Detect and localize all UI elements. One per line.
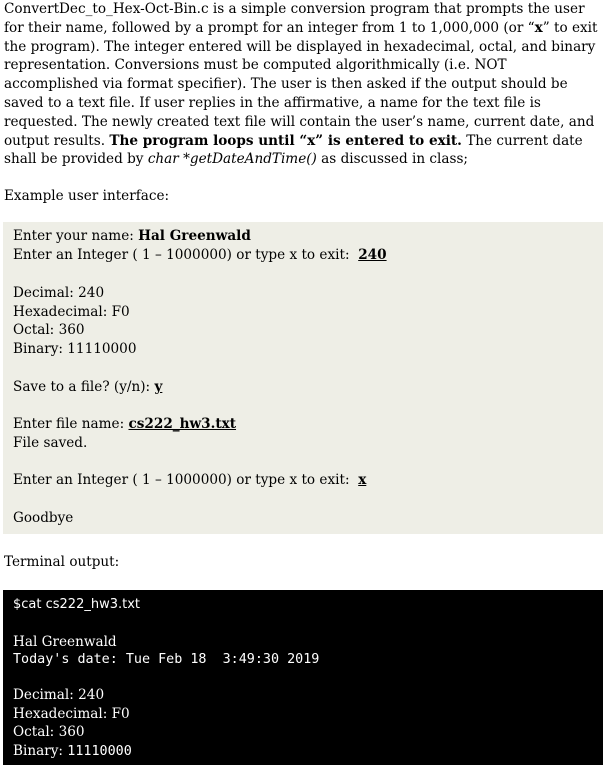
description-text-3: The current date shall be provided by <box>4 132 583 168</box>
terminal-binary-label: Binary: <box>13 743 68 759</box>
terminal-output-label: Terminal output: <box>4 554 120 570</box>
terminal-binary-value: 11110000 <box>67 744 132 759</box>
integer-prompt-line-2 <box>13 471 366 489</box>
goodbye-line: Goodbye <box>13 510 74 526</box>
description-loop-bold: The program loops until “x” is entered to exit. <box>109 132 462 149</box>
terminal-output-box <box>3 590 603 765</box>
file-prompt: Enter file name: <box>13 416 129 432</box>
example-ui-box <box>3 222 603 534</box>
name-value: Hal Greenwald <box>138 228 251 244</box>
file-prompt-line <box>13 415 236 433</box>
name-prompt-line <box>13 227 251 245</box>
hex-line: Hexadecimal: F0 <box>13 304 130 320</box>
decimal-line: Decimal: 240 <box>13 285 105 301</box>
terminal-date: Today's date: Tue Feb 18 3:49:30 2019 <box>13 652 320 667</box>
terminal-octal: Octal: 360 <box>13 724 85 740</box>
terminal-decimal: Decimal: 240 <box>13 687 105 703</box>
terminal-command: $cat cs222_hw3.txt <box>13 597 141 612</box>
file-saved-line: File saved. <box>13 435 88 451</box>
save-prompt-line <box>13 378 162 396</box>
description-paragraph <box>4 0 604 169</box>
save-prompt: Save to a file? (y/n): <box>13 379 155 395</box>
description-text-1: ConvertDec_to_Hex-Oct-Bin.c is a simple conversion program that prompts the user for their name, followed by a prompt for an integer from 1 to 1,000,000 (or “ <box>4 1 585 36</box>
integer-prompt-2: Enter an Integer ( 1 – 1000000) or type x to exit: <box>13 472 359 488</box>
name-prompt: Enter your name: <box>13 228 139 244</box>
terminal-name: Hal Greenwald <box>13 634 117 650</box>
integer-prompt: Enter an Integer ( 1 – 1000000) or type x to exit: <box>13 247 359 263</box>
description-function-italic: char *getDateAndTime() <box>147 151 317 168</box>
terminal-binary-line <box>13 742 132 761</box>
description-x-bold: x <box>534 19 543 36</box>
description-text-4: as discussed in class; <box>316 151 469 168</box>
example-ui-label: Example user interface: <box>4 188 170 204</box>
save-value: y <box>154 379 163 395</box>
integer-value-2: x <box>358 472 367 488</box>
description-text-2: ” to exit the program). The integer entered will be displayed in hexadecimal, octal, and binary representation. Conversions must be computed algorithmically (i.e. NOT accomplished via format specifier). The user is then asked if the output should be saved to a text file. If user replies in the affirmative, a name for the text file is requested. The newly created text file will contain the user’s name, current date, and output results. <box>4 19 598 149</box>
integer-value: 240 <box>358 247 387 263</box>
assignment-description <box>4 0 604 169</box>
terminal-hex: Hexadecimal: F0 <box>13 706 130 722</box>
octal-line: Octal: 360 <box>13 322 85 338</box>
binary-line: Binary: 11110000 <box>13 341 137 357</box>
integer-prompt-line <box>13 246 387 264</box>
file-value: cs222_hw3.txt <box>128 416 237 432</box>
